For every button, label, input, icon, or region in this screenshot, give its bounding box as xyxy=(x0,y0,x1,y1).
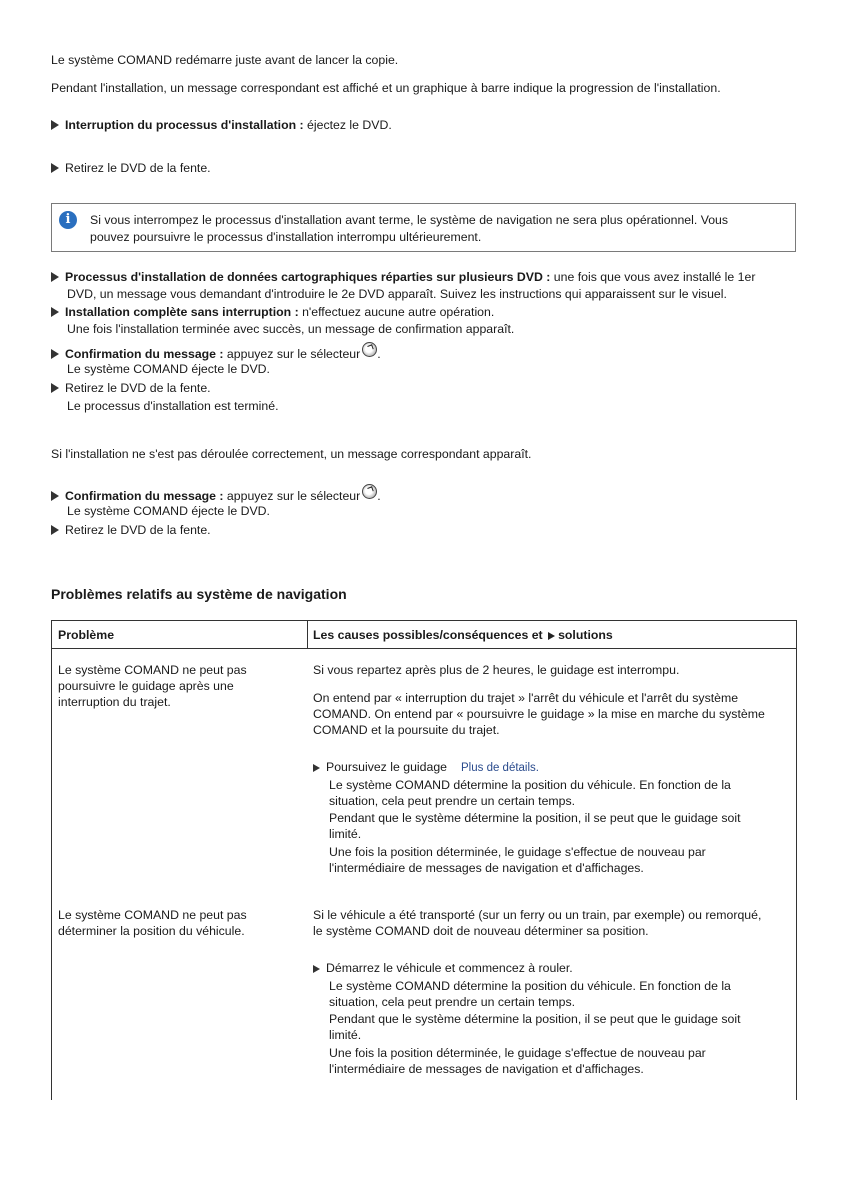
step-multi-dvd: Processus d'installation de données cartographiques réparties sur plusieurs DVD : une fois que vous avez installé le 1er xyxy=(51,269,755,286)
row1-step: Poursuivez le guidage Plus de détails. xyxy=(313,759,539,777)
row2-problem-line: déterminer la position du véhicule. xyxy=(58,924,245,938)
section-title: Problèmes relatifs au système de navigation xyxy=(51,586,347,602)
row1-problem-line: poursuivre le guidage après une xyxy=(58,679,234,693)
intro-line-1: Le système COMAND redémarre juste avant de lancer la copie. xyxy=(51,53,399,67)
step-interrupt: Interruption du processus d'installation : éjectez le DVD. xyxy=(51,117,392,134)
step-complete: Installation complète sans interruption : n'effectuez aucune autre opération. xyxy=(51,304,494,321)
step-arrow-icon xyxy=(51,307,59,317)
row2-cause: Si le véhicule a été transporté (sur un ferry ou un train, par exemple) ou remorqué, xyxy=(313,908,762,922)
row1-cause-2: On entend par « interruption du trajet » l'arrêt du véhicule et l'arrêt du système xyxy=(313,691,739,705)
table-header-divider xyxy=(52,648,796,649)
info-line-2: pouvez poursuivre le processus d'installation interrompu ultérieurement. xyxy=(90,230,482,244)
step-confirm: Confirmation du message : appuyez sur le sélecteur . xyxy=(51,342,381,363)
row1-detail: limité. xyxy=(329,827,362,841)
row2-detail: situation, cela peut prendre un certain temps. xyxy=(329,995,576,1009)
step-confirm-2-line-2: Le système COMAND éjecte le DVD. xyxy=(67,504,270,518)
error-note: Si l'installation ne s'est pas déroulée correctement, un message correspondant apparaît. xyxy=(51,447,532,461)
row1-cause-1: Si vous repartez après plus de 2 heures, le guidage est interrompu. xyxy=(313,663,680,677)
solution-arrow-icon xyxy=(548,632,555,640)
row2-detail: Le système COMAND détermine la position du véhicule. En fonction de la xyxy=(329,979,731,993)
row2-step: Démarrez le véhicule et commencez à rouler. xyxy=(313,960,573,977)
step-remove-dvd-3: Retirez le DVD de la fente. xyxy=(51,522,211,539)
step-arrow-icon xyxy=(51,491,59,501)
intro-line-2: Pendant l'installation, un message correspondant est affiché et un graphique à barre indique la progression de l'installation. xyxy=(51,81,721,95)
row1-cause-2: COMAND. On entend par « poursuivre le guidage » la mise en marche du système xyxy=(313,707,765,721)
row1-cause-2: COMAND et la poursuite du trajet. xyxy=(313,723,500,737)
row1-detail: situation, cela peut prendre un certain temps. xyxy=(329,794,576,808)
table-column-divider xyxy=(307,621,308,649)
row1-detail: Pendant que le système détermine la position, il se peut que le guidage soit xyxy=(329,811,741,825)
header-problem: Problème xyxy=(58,628,115,642)
row2-detail: Pendant que le système détermine la position, il se peut que le guidage soit xyxy=(329,1012,741,1026)
info-icon: i xyxy=(59,211,77,229)
step-confirm-2: Confirmation du message : appuyez sur le sélecteur . xyxy=(51,484,381,505)
row1-detail: Une fois la position déterminée, le guidage s'effectue de nouveau par xyxy=(329,845,706,859)
row1-detail: Le système COMAND détermine la position du véhicule. En fonction de la xyxy=(329,778,731,792)
row2-problem-line: Le système COMAND ne peut pas xyxy=(58,908,247,922)
more-details-link[interactable]: Plus de détails. xyxy=(461,762,539,774)
troubleshooting-table xyxy=(51,620,797,1100)
row1-problem-line: interruption du trajet. xyxy=(58,695,171,709)
step-arrow-icon xyxy=(51,272,59,282)
row2-cause: le système COMAND doit de nouveau déterminer sa position. xyxy=(313,924,649,938)
step-arrow-icon xyxy=(51,163,59,173)
header-causes: Les causes possibles/conséquences et solutions xyxy=(313,628,613,642)
step-arrow-icon xyxy=(51,383,59,393)
row1-detail: l'intermédiaire de messages de navigation et d'affichages. xyxy=(329,861,644,875)
step-arrow-icon xyxy=(51,120,59,130)
step-arrow-icon xyxy=(313,764,320,772)
info-line-1: Si vous interrompez le processus d'installation avant terme, le système de navigation ne sera plus opérationnel. Vous xyxy=(90,213,729,227)
step-confirm-line-2: Le système COMAND éjecte le DVD. xyxy=(67,362,270,376)
step-arrow-icon xyxy=(313,965,320,973)
info-note xyxy=(51,203,796,252)
row2-detail: l'intermédiaire de messages de navigation et d'affichages. xyxy=(329,1062,644,1076)
step-complete-line-2: Une fois l'installation terminée avec succès, un message de confirmation apparaît. xyxy=(67,322,515,336)
row2-detail: Une fois la position déterminée, le guidage s'effectue de nouveau par xyxy=(329,1046,706,1060)
selector-knob-icon xyxy=(362,484,377,499)
step-arrow-icon xyxy=(51,349,59,359)
step-multi-dvd-line-2: DVD, un message vous demandant d'introduire le 2e DVD apparaît. Suivez les instructions qui apparaissent sur le visuel. xyxy=(67,287,727,301)
step-remove-dvd: Retirez le DVD de la fente. xyxy=(51,160,211,177)
step-remove-dvd-2-line-2: Le processus d'installation est terminé. xyxy=(67,399,279,413)
step-arrow-icon xyxy=(51,525,59,535)
row2-detail: limité. xyxy=(329,1028,362,1042)
selector-knob-icon xyxy=(362,342,377,357)
step-remove-dvd-2: Retirez le DVD de la fente. xyxy=(51,380,211,397)
row1-problem-line: Le système COMAND ne peut pas xyxy=(58,663,247,677)
